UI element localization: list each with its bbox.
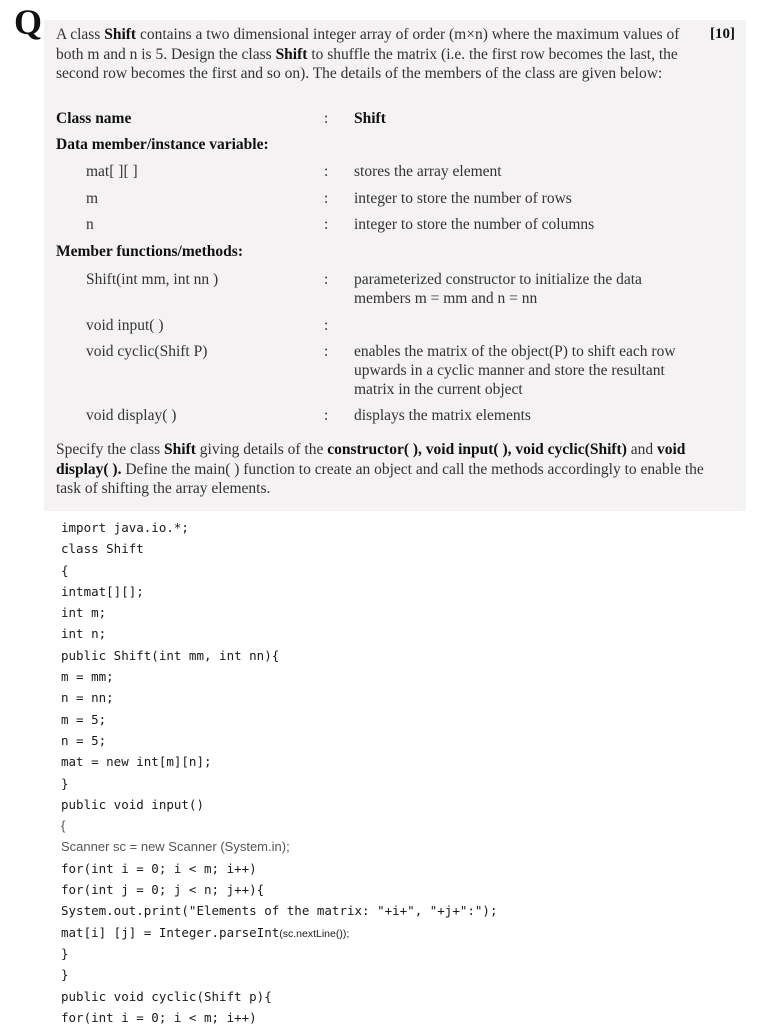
code-line: } bbox=[61, 775, 69, 791]
data-members-heading: Data member/instance variable: bbox=[56, 136, 269, 153]
code-line: mat = new int[m][n]; bbox=[61, 754, 212, 770]
code-line: mat[i] [j] = Integer.parseInt(sc.nextLine()); bbox=[61, 924, 350, 940]
code-line: } bbox=[61, 945, 69, 961]
question-outro: Specify the class Shift giving details of the constructor( ), void input( ), void cyclic(Shift) and void display( ). Define the main( ) function to create an object and call the methods accordingly to enable the task of shifting the array elements. bbox=[56, 441, 704, 497]
code-line: public void cyclic(Shift p){ bbox=[61, 988, 272, 1004]
question-mark-logo: Q bbox=[14, 2, 43, 42]
code-line: n = nn; bbox=[61, 690, 114, 706]
methods-heading: Member functions/methods: bbox=[56, 243, 243, 260]
code-line: { bbox=[61, 818, 66, 834]
marks-label: [10] bbox=[710, 26, 735, 42]
code-listing bbox=[61, 517, 498, 1028]
question-panel bbox=[44, 20, 746, 511]
code-line: class Shift bbox=[61, 541, 144, 557]
code-line: m = mm; bbox=[61, 669, 114, 685]
code-line: for(int i = 0; i < m; i++) bbox=[61, 1009, 257, 1025]
code-line: intmat[][]; bbox=[61, 583, 144, 599]
code-line: n = 5; bbox=[61, 732, 107, 748]
class-name-label: Class name bbox=[56, 110, 132, 127]
class-name-value: Shift bbox=[354, 110, 386, 127]
code-line: public void input() bbox=[61, 796, 204, 812]
code-line: System.out.print("Elements of the matrix: "+i+", "+j+":"); bbox=[61, 903, 498, 919]
code-line: { bbox=[61, 562, 69, 578]
code-line: int n; bbox=[61, 626, 107, 642]
code-line: for(int j = 0; j < n; j++){ bbox=[61, 882, 265, 898]
code-line: } bbox=[61, 967, 69, 983]
code-line: import java.io.*; bbox=[61, 520, 189, 535]
code-line: public Shift(int mm, int nn){ bbox=[61, 647, 280, 663]
question-intro: A class Shift contains a two dimensional integer array of order (m×n) where the maximum values of both m and n is 5. Design the class Shift to shuffle the matrix (i.e. the first row becomes the last, the second row becomes the first and so on). The details of the members of the class are given below: bbox=[56, 26, 680, 82]
code-line: m = 5; bbox=[61, 711, 107, 727]
code-line: for(int i = 0; i < m; i++) bbox=[61, 860, 257, 876]
code-line: Scanner sc = new Scanner (System.in); bbox=[61, 839, 290, 855]
code-line: int m; bbox=[61, 605, 107, 621]
